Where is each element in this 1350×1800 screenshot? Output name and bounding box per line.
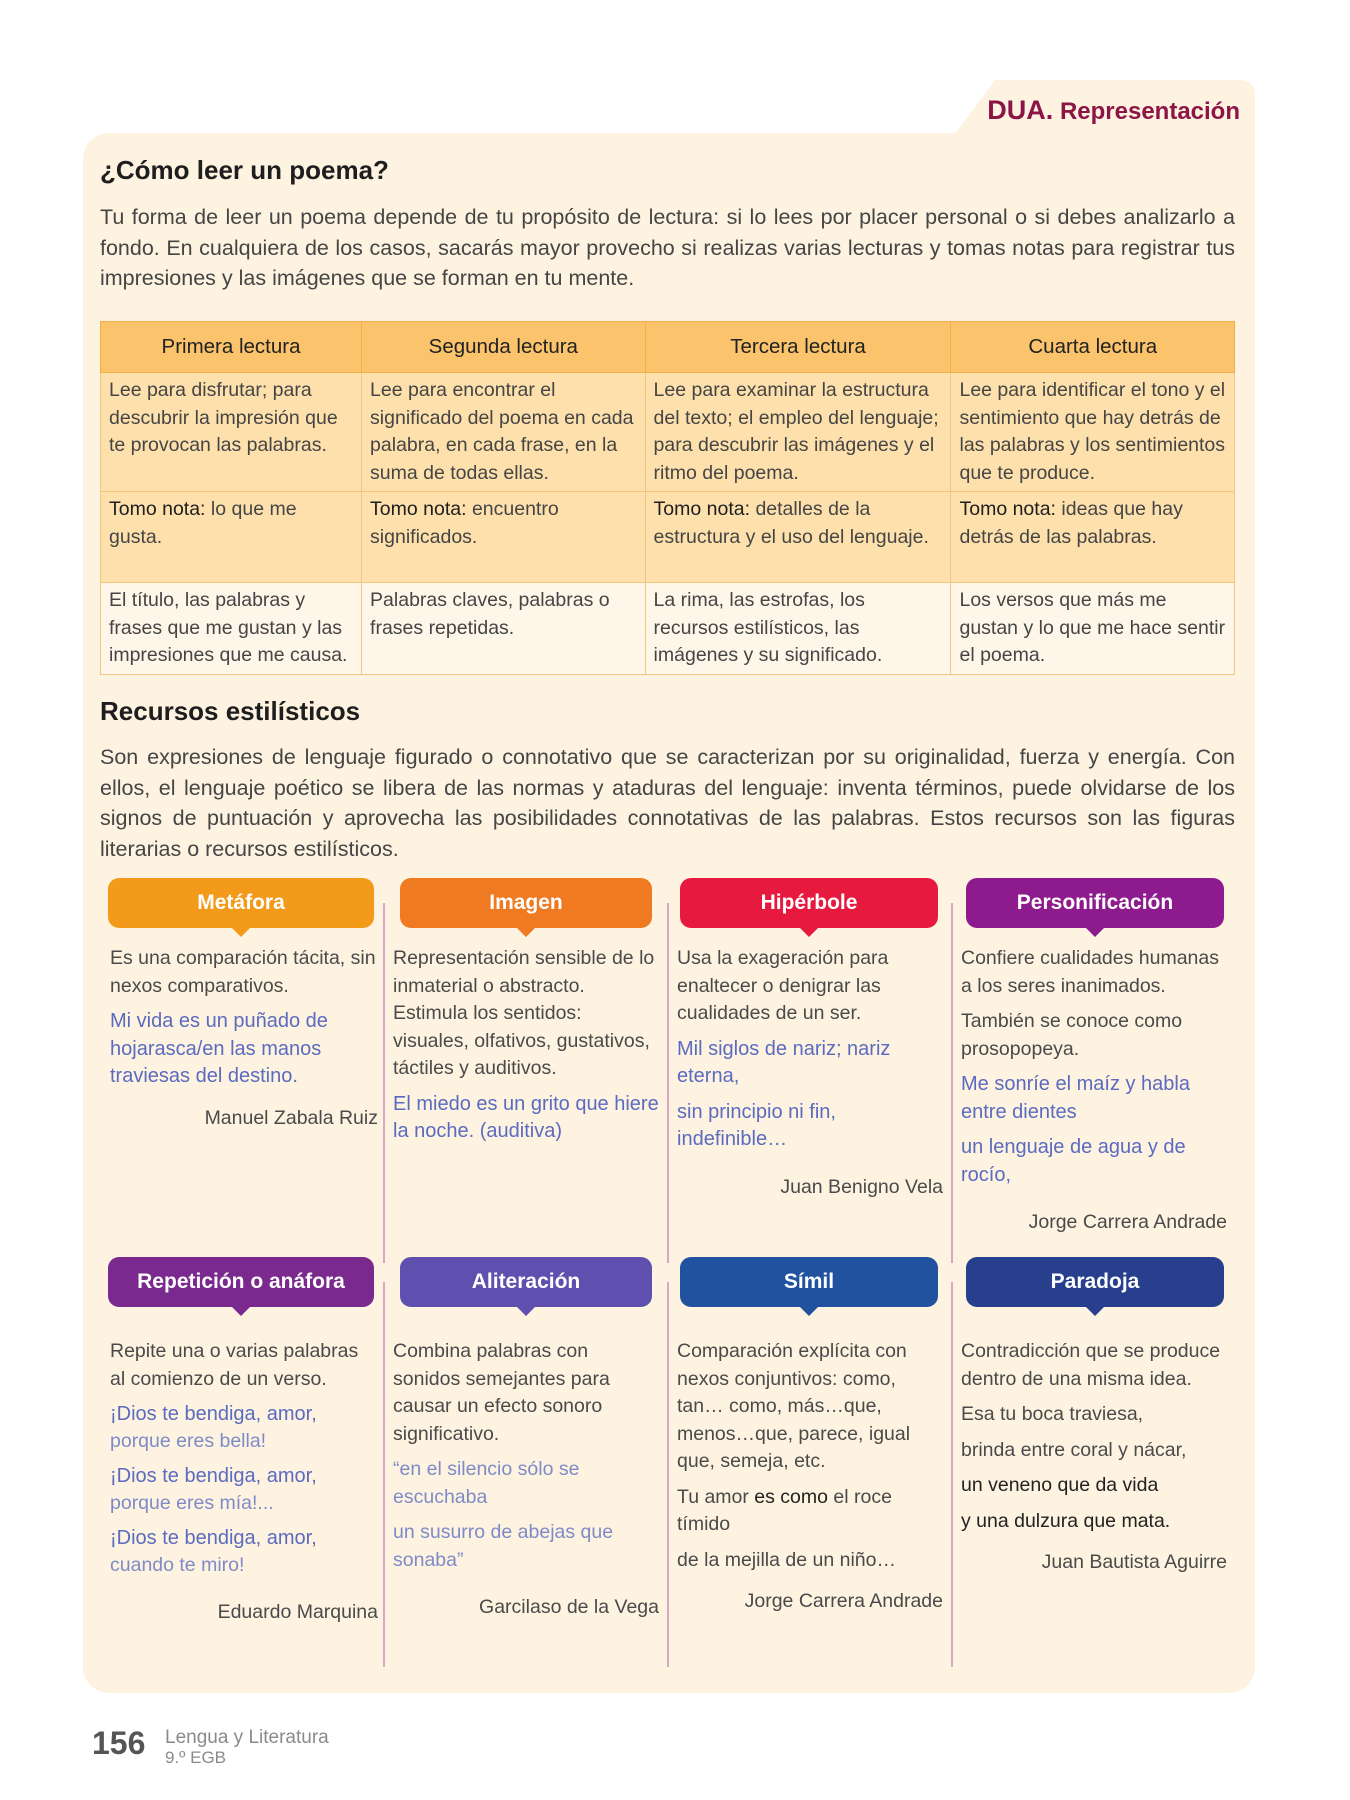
paradoja-author: Juan Bautista Aguirre — [1041, 1551, 1227, 1573]
hiperbole-content — [677, 945, 943, 1209]
footer-grade: 9.º EGB — [165, 1748, 227, 1767]
table-cell: Lee para examinar la estructura del texto; el empleo del lenguaje; para descubrir las imágenes y el ritmo del poema. — [645, 373, 951, 492]
imagen-definition: Representación sensible de lo inmaterial o abstracto. Estimula los sentidos: visuales, olfativos, gustativos, táctiles y auditivos. — [393, 947, 655, 1079]
aliteracion-content — [393, 1338, 659, 1630]
table-cell: El título, las palabras y frases que me gustan y las impresiones que me causa. — [101, 583, 362, 675]
repeticion-example-3: ¡Dios te bendiga, amor, cuando te miro! — [110, 1527, 317, 1576]
table-header: Tercera lectura — [645, 322, 951, 373]
column-divider — [951, 1282, 953, 1667]
table-cell: Palabras claves, palabras o frases repetidas. — [362, 583, 646, 675]
page-number: 156 — [92, 1725, 146, 1761]
aliteracion-example-1: “en el silencio sólo se escuchaba — [393, 1458, 580, 1508]
personificacion-author: Jorge Carrera Andrade — [1028, 1211, 1227, 1233]
table-cell: Lee para identificar el tono y el sentimiento que hay detrás de las palabras y los sentimientos que te produce. — [951, 373, 1235, 492]
imagen-example: El miedo es un grito que hiere la noche. (auditiva) — [393, 1092, 659, 1142]
reading-table — [100, 321, 1235, 675]
personificacion-definition: Confiere cualidades humanas a los seres inanimados. — [961, 947, 1219, 997]
paradoja-line-3: un veneno que da vida — [961, 1474, 1159, 1496]
label-hiperbole: Hipérbole — [680, 878, 938, 928]
imagen-content — [393, 945, 659, 1154]
hiperbole-example-1: Mil siglos de nariz; nariz eterna, — [677, 1037, 891, 1087]
paradoja-content — [961, 1338, 1227, 1585]
reading-intro: Tu forma de leer un poema depende de tu propósito de lectura: si lo lees por placer personal o si debes analizarlo a fondo. En cualquiera de los casos, sacarás mayor provecho si realizas varias lecturas y tomas notas para registrar tus impresiones y las imágenes que se forman en tu mente. — [100, 205, 1235, 290]
table-header: Primera lectura — [101, 322, 362, 373]
section-title-resources: Recursos estilísticos — [100, 696, 361, 726]
personificacion-example-1: Me sonríe el maíz y habla entre dientes — [961, 1073, 1190, 1123]
hiperbole-example-2: sin principio ni fin, indefinible… — [677, 1100, 836, 1150]
aliteracion-author: Garcilaso de la Vega — [479, 1596, 659, 1618]
paradoja-definition: Contradicción que se produce dentro de una misma idea. — [961, 1340, 1221, 1390]
label-imagen: Imagen — [400, 878, 652, 928]
paradoja-line-4: y una dulzura que mata. — [961, 1509, 1171, 1532]
label-metafora: Metáfora — [108, 878, 374, 928]
simil-definition: Comparación explícita con nexos conjuntivos: como, tan… como, más…que, menos…que, parece, igual que, semeja, etc. — [677, 1340, 911, 1472]
metafora-content — [110, 945, 378, 1140]
resources-intro: Son expresiones de lenguaje figurado o connotativo que se caracterizan por su originalidad, fuerza y energía. Con ellos, el lenguaje poético se libera de las normas y ataduras del lenguaje: inventa términos, puede olvidarse de los signos de puntuación y aprovecha las posibilidades connotativas de las palabras. Estos recursos son las figuras literarias o recursos estilísticos. — [100, 745, 1235, 861]
personificacion-content — [961, 945, 1227, 1245]
table-cell: Tomo nota: encuentro significados. — [362, 492, 646, 583]
table-cell: La rima, las estrofas, los recursos estilísticos, las imágenes y su significado. — [645, 583, 951, 675]
footer-subject: Lengua y Literatura — [165, 1727, 329, 1748]
metafora-definition: Es una comparación tácita, sin nexos comparativos. — [110, 947, 376, 997]
label-paradoja: Paradoja — [966, 1257, 1224, 1307]
table-header: Cuarta lectura — [951, 322, 1235, 373]
column-divider — [383, 903, 385, 1263]
personificacion-example-2: un lenguaje de agua y de rocío, — [961, 1136, 1186, 1186]
simil-example-1: Tu amor es como el roce tímido — [677, 1485, 892, 1535]
repeticion-example-2: ¡Dios te bendiga, amor, porque eres mía!... — [110, 1465, 317, 1514]
label-personificacion: Personificación — [966, 878, 1224, 928]
table-cell: Lee para disfrutar; para descubrir la impresión que te provocan las palabras. — [101, 373, 362, 492]
label-simil: Símil — [680, 1257, 938, 1307]
table-cell: Tomo nota: lo que me gusta. — [101, 492, 362, 583]
table-cell: Los versos que más me gustan y lo que me hace sentir el poema. — [951, 583, 1235, 675]
column-divider — [667, 903, 669, 1263]
repeticion-author: Eduardo Marquina — [217, 1601, 378, 1623]
column-divider — [383, 1282, 385, 1667]
aliteracion-example-2: un susurro de abejas que sonaba” — [393, 1521, 614, 1571]
repeticion-content — [110, 1338, 378, 1635]
hiperbole-definition: Usa la exageración para enaltecer o denigrar las cualidades de un ser. — [677, 947, 889, 1024]
metafora-example: Mi vida es un puñado de hojarasca/en las manos traviesas del destino. — [110, 1010, 328, 1087]
repeticion-example-1: ¡Dios te bendiga, amor, porque eres bella! — [110, 1403, 317, 1452]
personificacion-definition-2: También se conoce como prosopopeya. — [961, 1010, 1183, 1060]
label-aliteracion: Aliteración — [400, 1257, 652, 1307]
paradoja-line-2: brinda entre coral y nácar, — [961, 1438, 1187, 1461]
table-cell: Tomo nota: ideas que hay detrás de las palabras. — [951, 492, 1235, 583]
table-cell: Lee para encontrar el significado del poema en cada palabra, en cada frase, en la suma de todas ellas. — [362, 373, 646, 492]
simil-content — [677, 1338, 943, 1624]
simil-author: Jorge Carrera Andrade — [744, 1590, 943, 1612]
aliteracion-definition: Combina palabras con sonidos semejantes para causar un efecto sonoro significativo. — [393, 1340, 610, 1445]
column-divider — [951, 903, 953, 1263]
section-title-reading: ¿Cómo leer un poema? — [100, 155, 389, 185]
column-divider — [667, 1282, 669, 1667]
dua-label: DUA. Representación — [987, 95, 1240, 125]
repeticion-definition: Repite una o varias palabras al comienzo de un verso. — [110, 1340, 359, 1390]
table-header: Segunda lectura — [362, 322, 646, 373]
hiperbole-author: Juan Benigno Vela — [780, 1175, 943, 1198]
paradoja-line-1: Esa tu boca traviesa, — [961, 1403, 1144, 1425]
label-repeticion: Repetición o anáfora — [108, 1257, 374, 1307]
table-cell: Tomo nota: detalles de la estructura y el uso del lenguaje. — [645, 492, 951, 583]
metafora-author: Manuel Zabala Ruiz — [204, 1106, 378, 1129]
simil-example-2: de la mejilla de un niño… — [677, 1548, 896, 1571]
